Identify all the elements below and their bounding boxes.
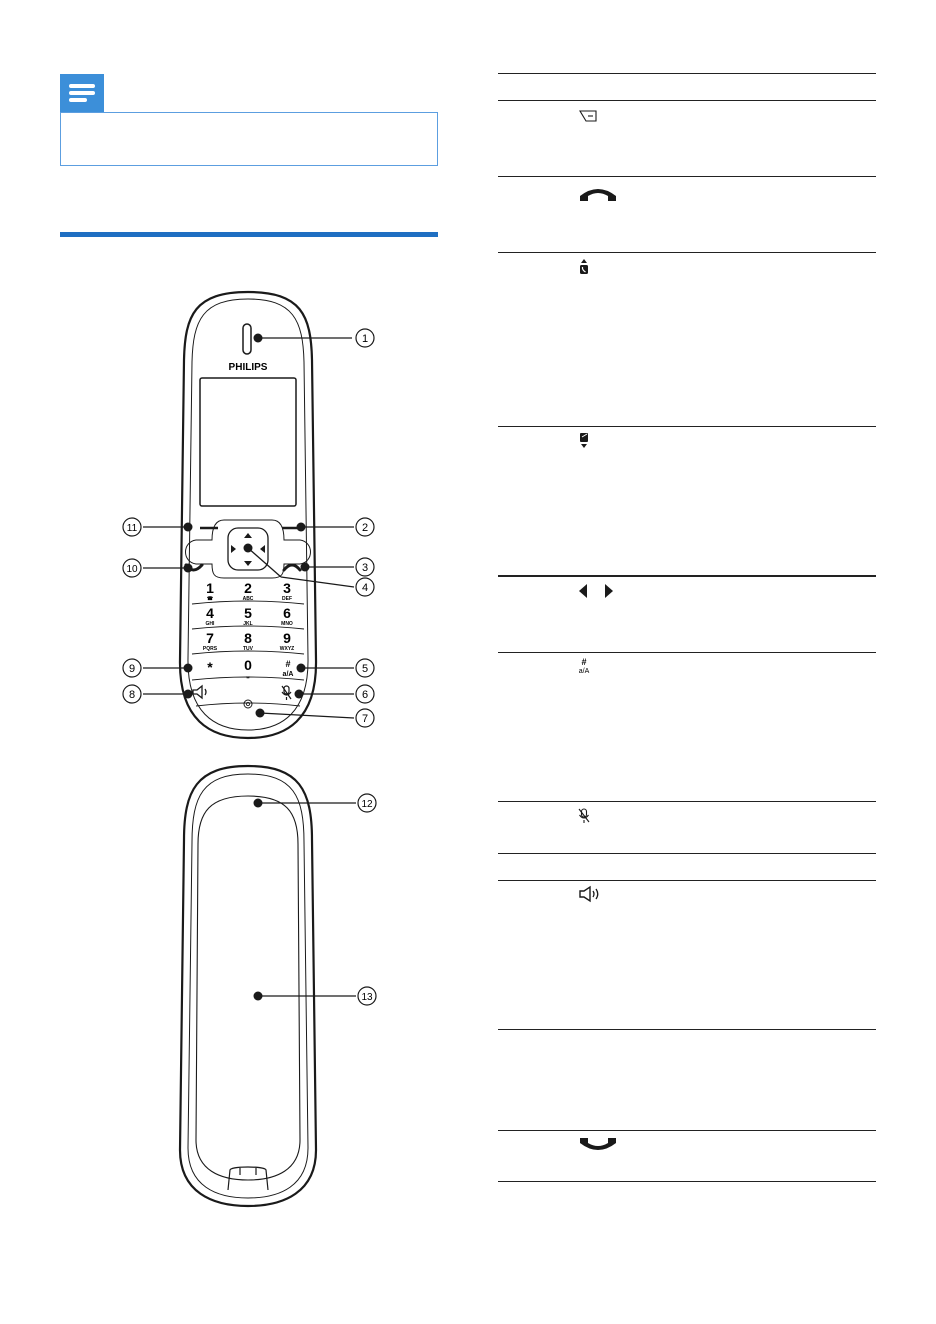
- callout-dot-10: [184, 564, 193, 573]
- table-rule: [498, 176, 876, 177]
- callout-dot-13: [254, 992, 263, 1001]
- callout-label-3: 3: [361, 562, 369, 574]
- brand-logo: PHILIPS: [228, 362, 268, 373]
- callout-label-6: 6: [361, 689, 369, 701]
- key-2[interactable]: 2: [244, 580, 252, 596]
- callout-label-4: 4: [361, 582, 369, 594]
- callout-dot-5: [297, 664, 306, 673]
- callout-label-8: 8: [128, 689, 136, 701]
- key-0[interactable]: 0: [244, 657, 252, 673]
- key-1-sub: ☎: [206, 596, 214, 602]
- table-rule: [498, 801, 876, 802]
- table-rule: [498, 1029, 876, 1030]
- key-4[interactable]: 4: [206, 605, 214, 621]
- key-hash[interactable]: #: [285, 659, 291, 669]
- callout-label-2: 2: [361, 522, 369, 534]
- callout-label-1: 1: [361, 333, 369, 345]
- note-box: [60, 112, 438, 166]
- talk-call-icon: [578, 1136, 618, 1158]
- earpiece: [243, 324, 251, 354]
- table-rule: [498, 1181, 876, 1182]
- key-9[interactable]: 9: [283, 630, 291, 646]
- key-8-sub: TUV: [243, 646, 253, 652]
- key-7[interactable]: 7: [206, 630, 214, 646]
- table-rule: [498, 575, 876, 577]
- callout-label-13: 13: [361, 992, 373, 1003]
- handset-back-diagram: [170, 760, 390, 1220]
- callout-label-10: 10: [126, 564, 138, 575]
- table-rule: [498, 1130, 876, 1131]
- key-6-sub: MNO: [281, 621, 293, 627]
- redial-down-icon: [578, 432, 618, 454]
- callout-dot-6: [295, 690, 304, 699]
- callout-label-7: 7: [361, 713, 369, 725]
- display-screen: [200, 378, 296, 506]
- callout-dot-1: [254, 334, 263, 343]
- key-6[interactable]: 6: [283, 605, 291, 621]
- back-handset-outline: [180, 766, 316, 1206]
- callout-dot-2: [297, 523, 306, 532]
- callout-dot-12: [254, 799, 263, 808]
- key-star[interactable]: *: [207, 659, 213, 675]
- microphone-mute-icon: [578, 808, 618, 830]
- key-3[interactable]: 3: [283, 580, 291, 596]
- table-rule: [498, 100, 876, 101]
- callout-label-11: 11: [126, 523, 138, 534]
- key-2-sub: ABC: [242, 596, 254, 602]
- table-rule: [498, 880, 876, 881]
- key-8[interactable]: 8: [244, 630, 252, 646]
- callout-dot-11: [184, 523, 193, 532]
- table-rule: [498, 652, 876, 653]
- softkey-menu-icon: [578, 108, 618, 130]
- left-right-arrows-icon: [578, 582, 618, 604]
- key-hash-sub: a/A: [282, 671, 294, 678]
- key-3-sub: DEF: [282, 596, 292, 602]
- key-4-sub: GHI: [205, 621, 215, 627]
- key-5[interactable]: 5: [244, 605, 252, 621]
- key-7-sub: PQRS: [202, 646, 218, 652]
- hash-icon-bottom: a/A: [578, 668, 590, 675]
- end-call-icon: [578, 184, 618, 206]
- table-rule: [498, 426, 876, 427]
- phonebook-up-icon: [578, 258, 618, 280]
- speaker-icon: [578, 885, 618, 907]
- callout-label-12: 12: [361, 799, 373, 810]
- key-9-sub: WXYZ: [279, 646, 295, 652]
- callout-dot-9: [184, 664, 193, 673]
- callout-dot-4: [244, 544, 253, 553]
- table-rule: [498, 73, 876, 74]
- key-5-sub: JKL: [243, 621, 253, 627]
- callout-label-9: 9: [128, 663, 136, 675]
- key-1[interactable]: 1: [206, 580, 214, 596]
- note-icon: [60, 74, 104, 112]
- key-0-sub: ␣: [246, 673, 250, 679]
- callout-dot-7: [256, 709, 265, 718]
- table-rule: [498, 252, 876, 253]
- callout-label-5: 5: [361, 663, 369, 675]
- hash-icon-top: #: [581, 657, 587, 667]
- section-divider: [60, 232, 438, 237]
- handset-front-diagram: [110, 280, 400, 750]
- callout-dot-3: [301, 563, 310, 572]
- callout-dot-8: [184, 690, 193, 699]
- table-rule: [498, 853, 876, 854]
- hash-case-icon: [578, 657, 618, 679]
